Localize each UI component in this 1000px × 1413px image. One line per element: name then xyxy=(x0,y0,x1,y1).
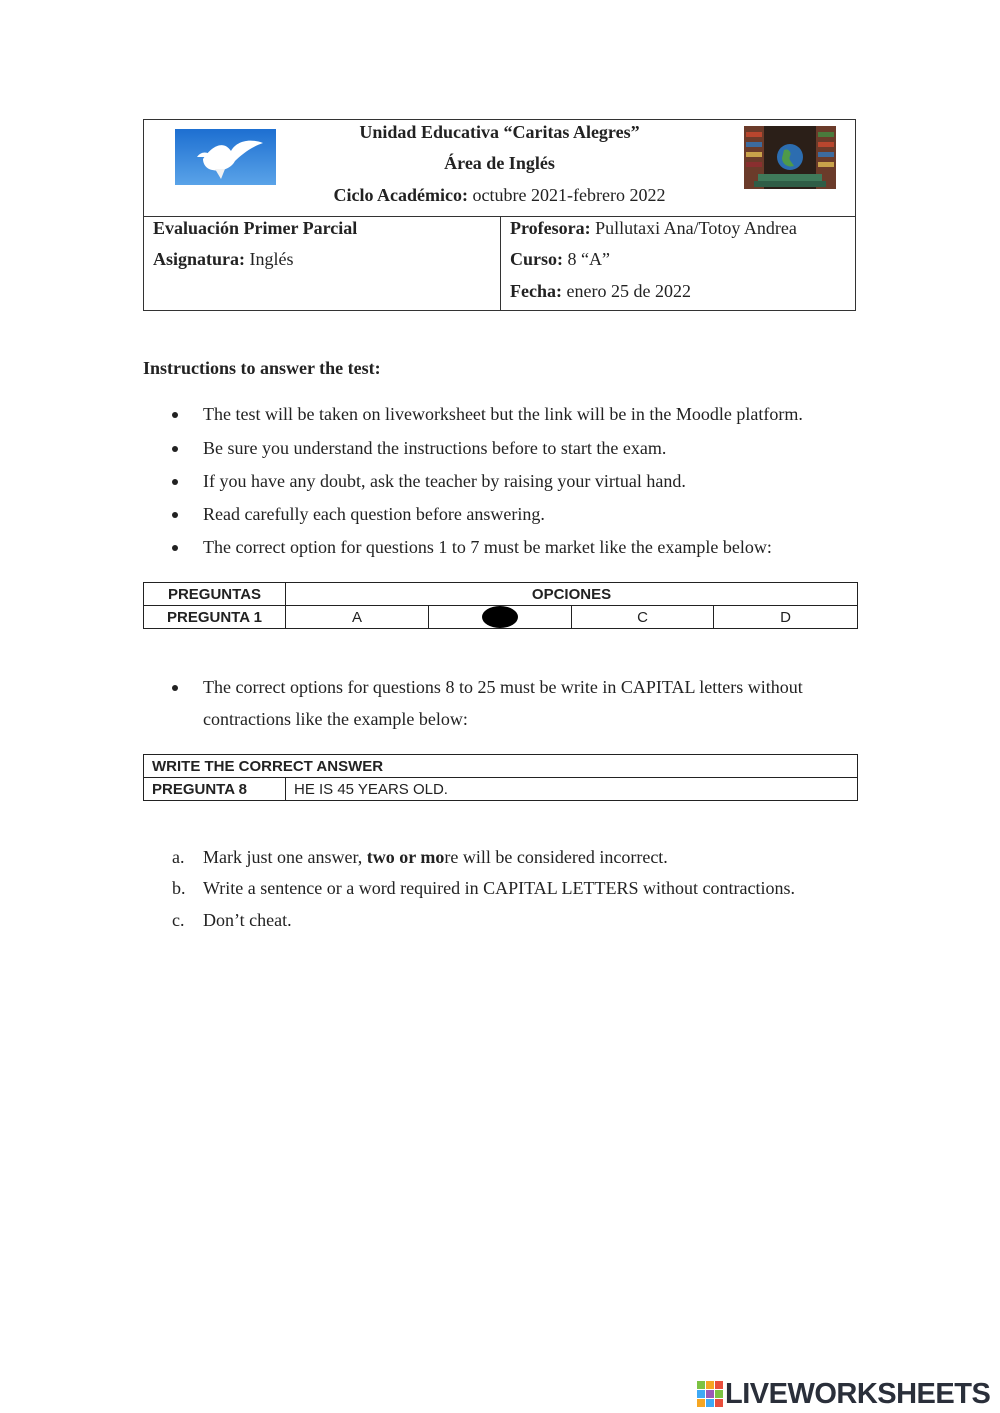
table-row xyxy=(144,755,858,778)
option-b[interactable] xyxy=(429,606,572,629)
evaluation-title: Evaluación Primer Parcial xyxy=(153,218,358,238)
option-c[interactable]: C xyxy=(572,606,714,629)
header-table xyxy=(143,119,856,311)
area-name: Área de Inglés xyxy=(444,153,555,173)
school-name: Unidad Educativa “Caritas Alegres” xyxy=(359,122,640,142)
bullet-icon xyxy=(172,512,178,518)
table-row xyxy=(144,583,858,606)
answer-header: WRITE THE CORRECT ANSWER xyxy=(144,755,858,778)
academic-cycle: Ciclo Académico: octubre 2021-febrero 2022 xyxy=(333,185,666,205)
question-label: PREGUNTA 8 xyxy=(144,778,286,801)
course-field: Curso: 8 “A” xyxy=(510,249,610,269)
liveworksheets-logo-icon xyxy=(697,1381,723,1407)
answer-example-table xyxy=(143,754,858,801)
bullet-icon xyxy=(172,446,178,452)
header-options: OPCIONES xyxy=(286,583,858,606)
liveworksheets-logo-text: LIVEWORKSHEETS xyxy=(725,1378,991,1410)
table-row xyxy=(144,606,858,629)
option-a[interactable]: A xyxy=(286,606,429,629)
bullet-icon xyxy=(172,412,178,418)
bullet-icon xyxy=(172,545,178,551)
date-field: Fecha: enero 25 de 2022 xyxy=(510,281,691,301)
answer-field[interactable]: HE IS 45 YEARS OLD. xyxy=(286,778,858,801)
bullet-icon xyxy=(172,479,178,485)
bullet-icon xyxy=(172,685,178,691)
header-column-divider xyxy=(500,216,501,311)
table-row xyxy=(144,778,858,801)
globe-books-image xyxy=(744,126,836,189)
header-title-block xyxy=(144,120,855,217)
option-d[interactable]: D xyxy=(714,606,858,629)
teacher-field: Profesora: Pullutaxi Ana/Totoy Andrea xyxy=(510,218,797,238)
subject-field: Asignatura: Inglés xyxy=(153,249,294,269)
selected-mark-icon xyxy=(482,606,518,628)
header-questions: PREGUNTAS xyxy=(144,583,286,606)
question-label: PREGUNTA 1 xyxy=(144,606,286,629)
options-example-table xyxy=(143,582,858,629)
instructions-title: Instructions to answer the test: xyxy=(143,358,381,378)
